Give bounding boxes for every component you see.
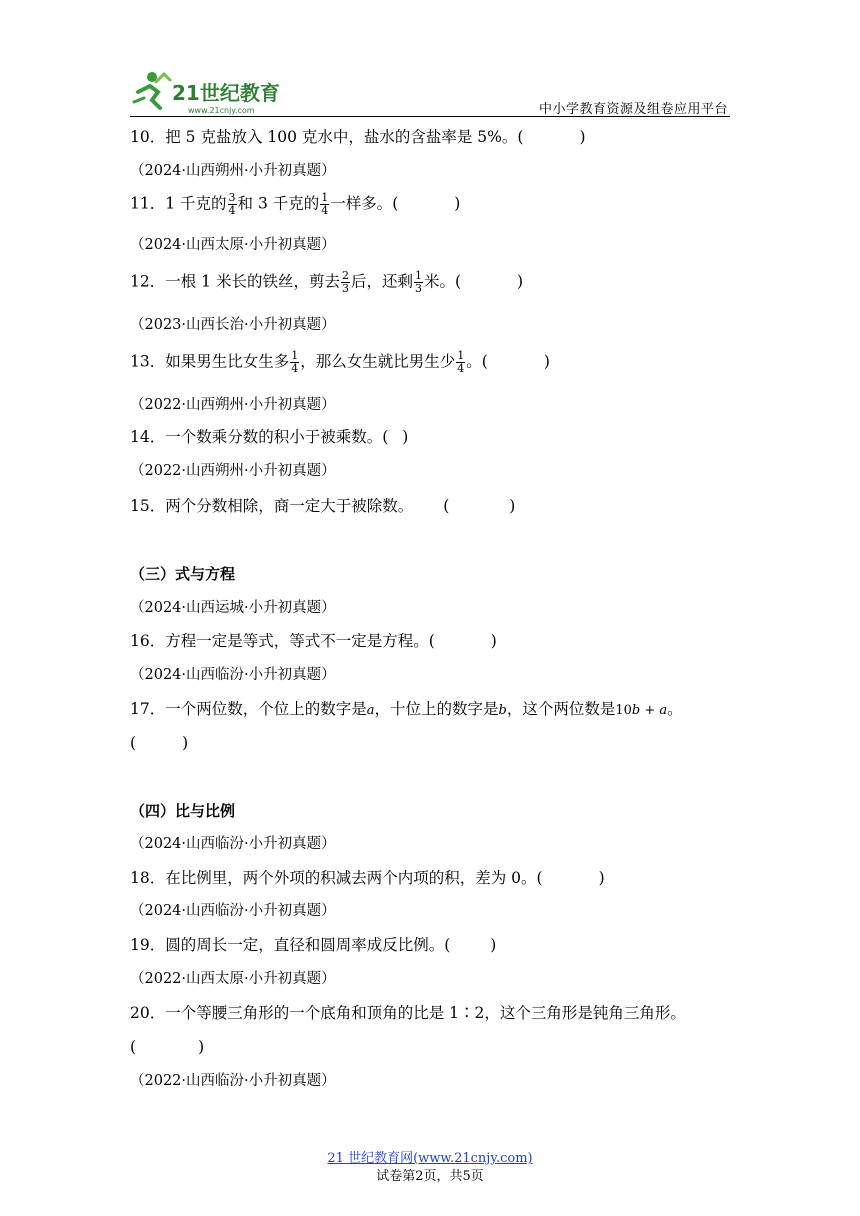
section-heading: （三）式与方程 xyxy=(130,565,236,583)
question-19 xyxy=(130,934,496,956)
question-text: 一样多。( xyxy=(330,194,399,213)
source-20: （2022·山西太原·小升初真题） xyxy=(130,971,336,987)
question-10 xyxy=(130,126,586,148)
numerator: 1 xyxy=(414,269,422,282)
source-11: （2024·山西太原·小升初真题） xyxy=(130,237,336,253)
expression: + xyxy=(640,703,660,718)
21cnjy-logo xyxy=(130,68,290,118)
question-text: 和 3 千克的 xyxy=(237,194,320,213)
answer-paren: ) xyxy=(598,869,605,887)
denominator: 4 xyxy=(457,362,465,375)
answer-paren: ) xyxy=(543,352,550,371)
fraction xyxy=(290,350,299,375)
site-link[interactable]: 21 世纪教育网(www.21cnjy.com) xyxy=(327,1151,533,1166)
numerator: 1 xyxy=(321,191,329,204)
question-text: 18．在比例里，两个外项的积减去两个内项的积，差为 0。( xyxy=(130,869,543,887)
question-16 xyxy=(130,630,497,652)
question-text: 19．圆的周长一定，直径和圆周率成反比例。( xyxy=(130,936,451,954)
source-14: （2022·山西朔州·小升初真题） xyxy=(130,463,336,479)
answer-paren: ) xyxy=(198,1038,205,1056)
numerator: 1 xyxy=(457,349,465,362)
section-heading: （四）比与比例 xyxy=(130,802,236,820)
numerator: 1 xyxy=(291,349,299,362)
fraction xyxy=(456,350,465,375)
question-text: 16．方程一定是等式，等式不一定是方程。( xyxy=(130,632,435,650)
question-text: ，那么女生就比男生少 xyxy=(300,352,456,371)
question-text: ，十位上的数字是 xyxy=(374,700,499,718)
variable: b xyxy=(631,703,641,718)
logo-text: 21世纪教育 xyxy=(172,81,280,105)
denominator: 3 xyxy=(341,282,349,295)
answer-paren: ) xyxy=(182,734,189,752)
answer-paren: ) xyxy=(509,497,516,515)
source-12: （2023·山西长治·小升初真题） xyxy=(130,317,336,333)
question-text: 。( xyxy=(466,352,488,371)
question-text: 17．一个两位数，个位上的数字是 xyxy=(130,700,367,718)
fraction xyxy=(414,270,423,295)
question-20-answer xyxy=(130,1036,204,1058)
question-text: 15．两个分数相除，商一定大于被除数。 xyxy=(130,497,414,515)
answer-paren: ) xyxy=(490,632,497,650)
question-15 xyxy=(130,495,515,517)
source-13: （2022·山西朔州·小升初真题） xyxy=(130,397,336,413)
variable: b xyxy=(498,703,507,718)
numerator: 3 xyxy=(228,191,236,204)
question-text: 米。( xyxy=(423,272,462,291)
question-14 xyxy=(130,426,408,448)
header-divider xyxy=(130,116,730,117)
question-text: 13．如果男生比女生多 xyxy=(130,352,290,371)
question-text: 。 xyxy=(667,700,683,718)
source-18: （2024·山西临汾·小升初真题） xyxy=(130,836,336,852)
page-footer xyxy=(0,1150,860,1186)
answer-paren: ) xyxy=(402,428,409,446)
numerator: 2 xyxy=(341,269,349,282)
fraction xyxy=(228,192,237,217)
logo-url: www.21cnjy.com xyxy=(188,106,255,115)
question-text: 11．1 千克的 xyxy=(130,194,227,213)
question-12 xyxy=(130,270,523,295)
question-17-answer xyxy=(130,732,188,754)
variable: a xyxy=(366,703,375,718)
fraction xyxy=(320,192,329,217)
answer-paren: ( xyxy=(130,734,137,752)
question-text: 10．把 5 克盐放入 100 克水中，盐水的含盐率是 5%。( xyxy=(130,128,524,146)
answer-paren: ( xyxy=(443,497,450,515)
question-11 xyxy=(130,192,460,217)
denominator: 4 xyxy=(291,362,299,375)
answer-paren: ( xyxy=(130,1038,137,1056)
answer-paren: ) xyxy=(579,128,586,146)
page-number: 试卷第2页，共5页 xyxy=(376,1169,484,1184)
question-text: 后，还剩 xyxy=(350,272,413,291)
question-text: ，这个两位数是 xyxy=(506,700,616,718)
source-19: （2024·山西临汾·小升初真题） xyxy=(130,903,336,919)
answer-paren: ) xyxy=(454,194,461,213)
denominator: 4 xyxy=(228,204,236,217)
fraction xyxy=(341,270,350,295)
page-header xyxy=(130,62,730,120)
answer-paren: ) xyxy=(490,936,497,954)
answer-paren: ) xyxy=(517,272,524,291)
source-17: （2024·山西临汾·小升初真题） xyxy=(130,667,336,683)
platform-title: 中小学教育资源及组卷应用平台 xyxy=(538,102,728,117)
question-18 xyxy=(130,867,605,889)
denominator: 4 xyxy=(321,204,329,217)
variable: a xyxy=(659,703,668,718)
expression: 10 xyxy=(615,703,632,718)
question-17 xyxy=(130,698,683,722)
denominator: 3 xyxy=(414,282,422,295)
source-16: （2024·山西运城·小升初真题） xyxy=(130,600,336,616)
question-13 xyxy=(130,350,550,375)
question-20: 20．一个等腰三角形的一个底角和顶角的比是 1∶2，这个三角形是钝角三角形。 xyxy=(130,1004,686,1022)
question-text: 12．一根 1 米长的铁丝，剪去 xyxy=(130,272,340,291)
source-21: （2022·山西临汾·小升初真题） xyxy=(130,1073,336,1089)
source-10: （2024·山西朔州·小升初真题） xyxy=(130,163,336,179)
question-text: 14．一个数乘分数的积小于被乘数。( xyxy=(130,428,389,446)
